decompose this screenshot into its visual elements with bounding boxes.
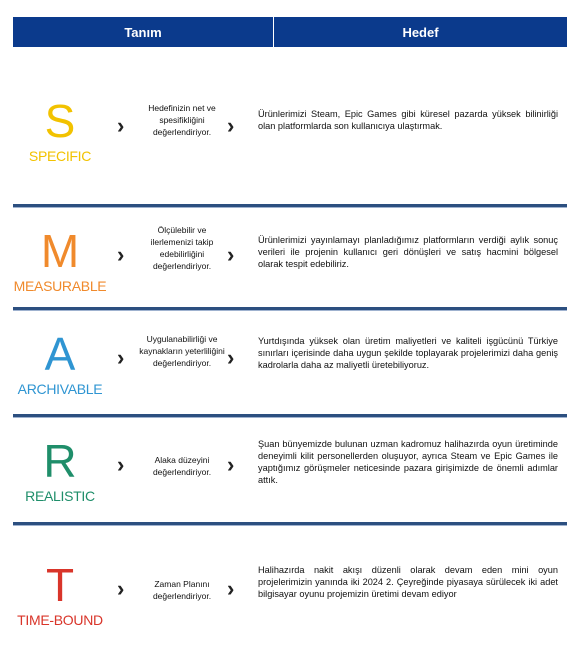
smart-word: ARCHIVABLE xyxy=(17,381,103,397)
row-divider xyxy=(13,204,567,208)
criterion-description: Hedefinizin net ve spesifikliğini değerlendiriyor. xyxy=(148,103,216,137)
chevron-right-icon: › xyxy=(227,452,235,477)
smart-letter-block xyxy=(13,225,107,294)
smart-letter: S xyxy=(44,95,76,147)
row-divider xyxy=(13,522,567,526)
smart-word: MEASURABLE xyxy=(13,278,107,294)
smart-row-archivable xyxy=(13,313,567,413)
criterion-description: Ölçülebilir ve ilerlemenizi takip edebilirliğini değerlendiriyor. xyxy=(150,225,214,271)
smart-letter: T xyxy=(45,559,75,611)
smart-row-measurable xyxy=(13,210,567,305)
criterion-description: Zaman Planını değerlendiriyor. xyxy=(152,579,212,601)
smart-word: REALISTIC xyxy=(25,488,95,504)
row-divider xyxy=(13,307,567,311)
smart-letter: M xyxy=(40,225,80,277)
smart-letter: R xyxy=(43,435,77,487)
row-divider xyxy=(13,414,567,418)
chevron-right-icon: › xyxy=(117,242,125,267)
smart-letter-block xyxy=(13,328,107,397)
goal-text: Ürünlerimizi yayınlamayı planladığımız platformların verdiği aylık sonuç verileri ile projenin kullanıcı geri dönüşleri ve satış hacmini bölgesel olarak tespit edebiliriz. xyxy=(258,235,558,269)
chevron-right-icon: › xyxy=(227,113,235,138)
chevron-right-icon: › xyxy=(117,345,125,370)
goal-text: Halihazırda nakit akışı düzenli olarak devam eden mini oyun projelerimizin yanında iki 2024 2. Çeyreğinde piyasaya sürülecek iki adet bilgisayar oyunu projemizin üretimi devam ediyor xyxy=(258,565,558,599)
criterion-description: Uygulanabilirliği ve kaynakların yeterliliğini değerlendiriyor. xyxy=(139,334,225,368)
smart-row-specific xyxy=(13,90,567,200)
table-header xyxy=(13,17,567,47)
smart-word: SPECIFIC xyxy=(28,148,92,164)
smart-row-time-bound xyxy=(13,528,567,638)
goal-text: Ürünlerimizi Steam, Epic Games gibi küresel pazarda yüksek bilinirliği olan platformlarda son kullanıcıya ulaştırmak. xyxy=(258,109,558,131)
chevron-right-icon: › xyxy=(117,113,125,138)
smart-letter-block xyxy=(13,435,107,504)
chevron-right-icon: › xyxy=(227,242,235,267)
chevron-right-icon: › xyxy=(117,576,125,601)
smart-word: TIME-BOUND xyxy=(17,612,103,628)
header-hedef: Hedef xyxy=(402,24,439,40)
chevron-right-icon: › xyxy=(117,452,125,477)
header-tanim: Tanım xyxy=(13,17,274,47)
chevron-right-icon: › xyxy=(227,345,235,370)
criterion-description: Alaka düzeyini değerlendiriyor. xyxy=(152,455,212,477)
smart-letter-block xyxy=(13,95,107,164)
chevron-right-icon: › xyxy=(227,576,235,601)
smart-row-realistic xyxy=(13,420,567,520)
goal-text: Yurtdışında yüksek olan üretim maliyetleri ve kaliteli işgücünü Türkiye sınırları içerisinde daha uygun şekilde toplayarak projelerimizi daha geniş kadrolarla daha az maliyetli üretebiliyoruz. xyxy=(258,336,558,370)
smart-letter-block xyxy=(13,559,107,628)
goal-text: Şuan bünyemizde bulunan uzman kadromuz halihazırda oyun üretiminde deneyimli kilit personellerden oluşuyor, ayrıca Steam ve Epic Games ile yaptığımız görüşmeler neticesinde pazara girişimizde de önemli adımlar attık. xyxy=(258,439,558,485)
smart-letter: A xyxy=(44,328,76,380)
